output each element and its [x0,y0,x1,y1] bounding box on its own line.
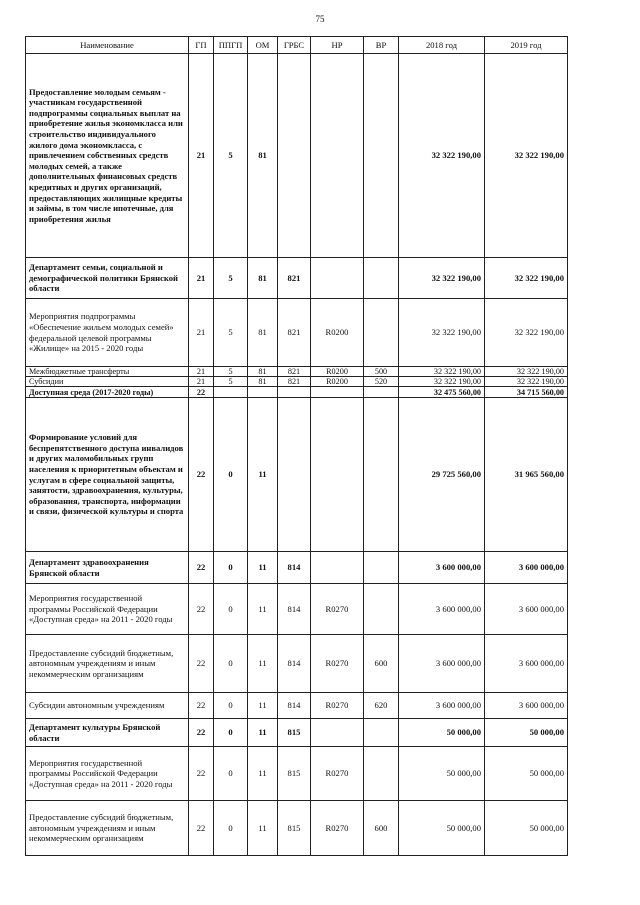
cell-gp: 22 [189,584,214,635]
cell-y2019: 50 000,00 [485,747,568,801]
table-row [26,54,568,258]
cell-name: Мероприятия государственной программы Российской Федерации «Доступная среда» на 2011 - 2020 годы [26,747,189,801]
cell-vr [364,398,399,552]
page-number: 75 [315,14,325,24]
cell-vr [364,258,399,299]
cell-nr [311,719,364,747]
cell-name: Доступная среда (2017-2020 годы) [26,387,189,398]
cell-y2018: 32 475 560,00 [399,387,485,398]
cell-grbs: 814 [278,635,311,693]
cell-om: 11 [248,693,278,719]
cell-name: Департамент семьи, социальной и демографической политики Брянской области [26,258,189,299]
cell-name: Мероприятия подпрограммы «Обеспечение жильем молодых семей» федеральной целевой программы «Жилище» на 2015 - 2020 годы [26,299,189,367]
cell-gp: 22 [189,747,214,801]
cell-grbs: 815 [278,747,311,801]
cell-y2018: 3 600 000,00 [399,693,485,719]
cell-grbs: 814 [278,552,311,584]
cell-grbs: 815 [278,801,311,856]
table-row [26,367,568,377]
cell-grbs: 821 [278,367,311,377]
cell-nr [311,54,364,258]
cell-y2018: 50 000,00 [399,801,485,856]
cell-gp: 21 [189,377,214,387]
cell-om: 81 [248,54,278,258]
cell-name: Предоставление субсидий бюджетным, автономным учреждениям и иным некоммерческим организациям [26,801,189,856]
cell-y2018: 32 322 190,00 [399,258,485,299]
cell-y2018: 50 000,00 [399,747,485,801]
cell-om: 81 [248,367,278,377]
cell-name: Предоставление молодым семьям - участникам государственной подпрограммы социальных выплат на приобретение жилья экономкласса или строительство индивидуального жилого дома экономкласса, с привлечением собственных средств молодых семей, а также дополнительных финансовых средств кредитных и других организаций, предоставляющих жилищные кредиты и займы, в том числе ипотечные, для приобретения жилья [26,54,189,258]
cell-name: Субсидии автономным учреждениям [26,693,189,719]
cell-ppgp: 5 [214,299,248,367]
cell-y2018: 3 600 000,00 [399,635,485,693]
cell-y2019: 3 600 000,00 [485,584,568,635]
cell-nr: R0200 [311,299,364,367]
cell-om: 11 [248,552,278,584]
cell-grbs: 821 [278,258,311,299]
cell-y2019: 32 322 190,00 [485,299,568,367]
cell-ppgp: 0 [214,693,248,719]
cell-gp: 22 [189,387,214,398]
cell-vr [364,584,399,635]
cell-y2018: 3 600 000,00 [399,552,485,584]
cell-name: Департамент культуры Брянской области [26,719,189,747]
cell-name: Предоставление субсидий бюджетным, автономным учреждениям и иным некоммерческим организациям [26,635,189,693]
cell-om: 11 [248,584,278,635]
cell-nr [311,552,364,584]
cell-ppgp [214,387,248,398]
cell-gp: 22 [189,719,214,747]
header-nr: НР [311,37,364,54]
cell-ppgp: 0 [214,801,248,856]
cell-gp: 22 [189,693,214,719]
cell-name: Департамент здравоохранения Брянской области [26,552,189,584]
cell-om: 11 [248,747,278,801]
cell-y2019: 32 322 190,00 [485,367,568,377]
cell-grbs: 814 [278,584,311,635]
cell-y2019: 32 322 190,00 [485,258,568,299]
table-row [26,552,568,584]
cell-y2018: 3 600 000,00 [399,584,485,635]
cell-vr [364,552,399,584]
cell-vr: 520 [364,377,399,387]
cell-ppgp: 0 [214,747,248,801]
header-om: ОМ [248,37,278,54]
table-row [26,719,568,747]
cell-om [248,387,278,398]
cell-ppgp: 5 [214,367,248,377]
budget-table [25,36,568,856]
cell-y2019: 32 322 190,00 [485,377,568,387]
table-row [26,693,568,719]
cell-grbs [278,398,311,552]
cell-nr: R0270 [311,747,364,801]
cell-om: 11 [248,398,278,552]
header-grbs: ГРБС [278,37,311,54]
cell-ppgp: 5 [214,258,248,299]
cell-ppgp: 0 [214,635,248,693]
cell-gp: 22 [189,635,214,693]
cell-y2019: 31 965 560,00 [485,398,568,552]
cell-ppgp: 0 [214,584,248,635]
cell-vr: 500 [364,367,399,377]
cell-gp: 21 [189,54,214,258]
cell-gp: 21 [189,367,214,377]
cell-gp: 21 [189,299,214,367]
cell-gp: 21 [189,258,214,299]
cell-y2018: 32 322 190,00 [399,377,485,387]
cell-y2018: 32 322 190,00 [399,367,485,377]
table-body [26,54,568,856]
cell-vr [364,719,399,747]
cell-y2019: 32 322 190,00 [485,54,568,258]
header-ppgp: ППГП [214,37,248,54]
cell-name: Мероприятия государственной программы Российской Федерации «Доступная среда» на 2011 - 2020 годы [26,584,189,635]
header-gp: ГП [189,37,214,54]
cell-grbs: 821 [278,299,311,367]
table-row [26,299,568,367]
cell-vr: 620 [364,693,399,719]
cell-y2019: 50 000,00 [485,719,568,747]
cell-om: 11 [248,635,278,693]
cell-grbs: 821 [278,377,311,387]
cell-vr: 600 [364,801,399,856]
header-2019: 2019 год [485,37,568,54]
cell-nr: R0270 [311,801,364,856]
table-row [26,387,568,398]
cell-gp: 22 [189,398,214,552]
cell-nr [311,258,364,299]
cell-nr: R0200 [311,377,364,387]
cell-grbs: 814 [278,693,311,719]
cell-nr: R0200 [311,367,364,377]
cell-grbs: 815 [278,719,311,747]
header-2018: 2018 год [399,37,485,54]
cell-ppgp: 0 [214,398,248,552]
cell-vr [364,387,399,398]
header-name: Наименование [26,37,189,54]
table-row [26,258,568,299]
cell-ppgp: 0 [214,552,248,584]
cell-y2018: 32 322 190,00 [399,299,485,367]
cell-name: Межбюджетные трансферты [26,367,189,377]
cell-gp: 22 [189,801,214,856]
cell-y2018: 32 322 190,00 [399,54,485,258]
cell-y2019: 50 000,00 [485,801,568,856]
cell-vr [364,54,399,258]
header-vr: ВР [364,37,399,54]
table-row [26,377,568,387]
cell-y2019: 34 715 560,00 [485,387,568,398]
table-row [26,584,568,635]
cell-nr: R0270 [311,635,364,693]
cell-ppgp: 5 [214,54,248,258]
cell-name: Субсидии [26,377,189,387]
cell-nr: R0270 [311,693,364,719]
cell-vr [364,747,399,801]
table-row [26,747,568,801]
cell-y2018: 50 000,00 [399,719,485,747]
table-row [26,801,568,856]
cell-nr: R0270 [311,584,364,635]
cell-gp: 22 [189,552,214,584]
cell-om: 81 [248,299,278,367]
cell-y2019: 3 600 000,00 [485,635,568,693]
cell-nr [311,387,364,398]
cell-grbs [278,387,311,398]
cell-ppgp: 5 [214,377,248,387]
table-row [26,635,568,693]
cell-y2018: 29 725 560,00 [399,398,485,552]
cell-om: 11 [248,801,278,856]
cell-om: 11 [248,719,278,747]
cell-name: Формирование условий для беспрепятственного доступа инвалидов и других маломобильных групп населения к приоритетным объектам и услугам в сфере социальной защиты, занятости, здравоохранения, культуры, образования, транспорта, информации и связи, физической культуры и спорта [26,398,189,552]
table-row [26,398,568,552]
cell-om: 81 [248,258,278,299]
cell-om: 81 [248,377,278,387]
cell-y2019: 3 600 000,00 [485,552,568,584]
cell-vr: 600 [364,635,399,693]
table-header-row [26,37,568,54]
cell-y2019: 3 600 000,00 [485,693,568,719]
cell-grbs [278,54,311,258]
cell-ppgp: 0 [214,719,248,747]
cell-nr [311,398,364,552]
cell-vr [364,299,399,367]
